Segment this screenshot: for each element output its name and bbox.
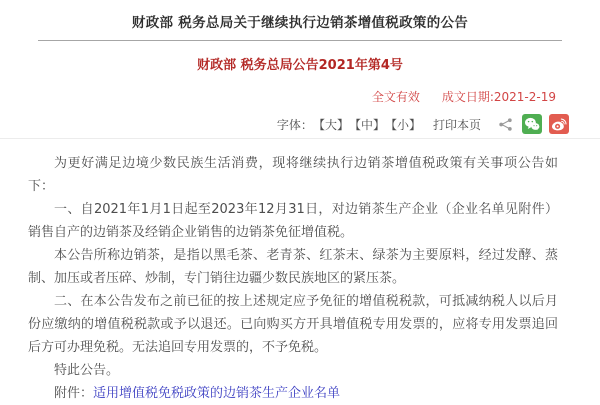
paragraph-article-2: 二、在本公告发布之前已征的按上述规定应予免征的增值税税款，可抵减纳税人以后月份应缴纳的增值税税款或予以退还。已向购买方开具增值税专用发票的，应将专用发票追回后方可办理免税。无法追回专用发票的，不予免税。	[28, 294, 558, 355]
document-date: 成文日期:2021-2-19	[441, 90, 556, 104]
page-title: 财政部 税务总局关于继续执行边销茶增值税政策的公告	[131, 15, 469, 31]
document-number: 财政部 税务总局公告2021年第4号	[197, 58, 403, 73]
status-badge: 全文有效	[371, 90, 420, 104]
paragraph-article-1: 一、自2021年1月1日起至2023年12月31日，对边销茶生产企业（企业名单见附件）销售自产的边销茶及经销企业销售的边销茶免征增值税。	[28, 202, 558, 240]
font-size-large-button[interactable]: 【大】	[312, 117, 349, 132]
print-page-button[interactable]: 打印本页	[432, 117, 481, 132]
font-size-label: 字体：	[276, 117, 313, 132]
share-icon[interactable]	[495, 114, 515, 134]
attachment-row	[28, 382, 558, 405]
font-size-medium-button[interactable]: 【中】	[348, 117, 385, 132]
document-body	[0, 139, 600, 405]
paragraph-definition: 本公告所称边销茶，是指以黑毛茶、老青茶、红茶末、绿茶为主要原料，经过发酵、蒸制、加压或者压碎、炒制，专门销往边疆少数民族地区的紧压茶。	[28, 248, 558, 286]
weibo-icon[interactable]	[549, 114, 569, 134]
document-meta	[0, 88, 600, 105]
attachment-label: 附件：	[54, 386, 94, 401]
title-divider	[38, 40, 562, 41]
paragraph-intro: 为更好满足边境少数民族生活消费，现将继续执行边销茶增值税政策有关事项公告如下：	[28, 156, 558, 194]
paragraph-closing: 特此公告。	[54, 363, 120, 378]
attachment-link[interactable]: 适用增值税免税政策的边销茶生产企业名单	[93, 386, 341, 401]
toolbar	[0, 114, 600, 134]
font-size-small-button[interactable]: 【小】	[384, 117, 421, 132]
wechat-icon[interactable]	[522, 114, 542, 134]
